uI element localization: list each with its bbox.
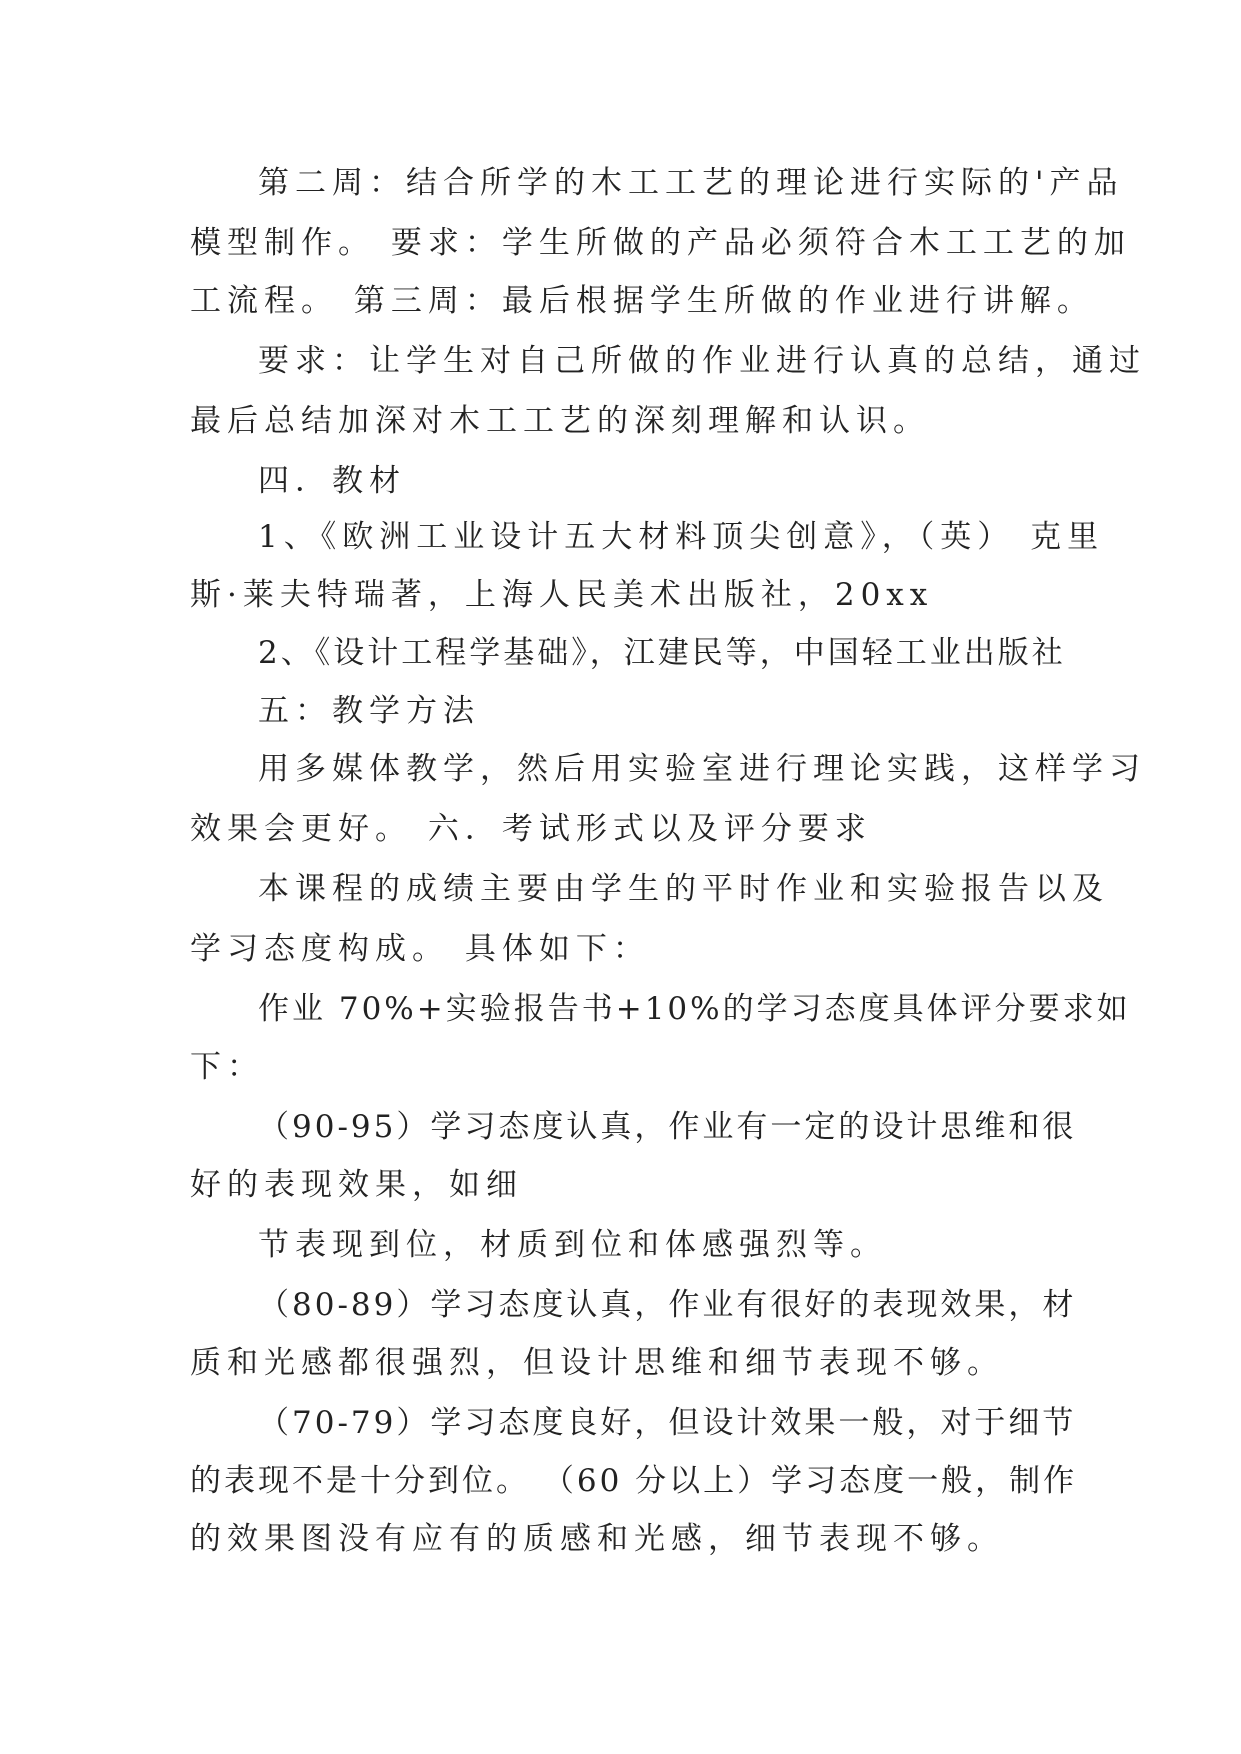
- text-line-9: 2、《设计工程学基础》，江建民等，中国轻工业出版社: [258, 635, 1066, 671]
- section-heading-textbooks: 四．教材: [258, 463, 406, 499]
- text-line-20: （80-89）学习态度认真，作业有很好的表现效果，材: [258, 1287, 1077, 1323]
- text-line-15: 作业 70%+实验报告书+10%的学习态度具体评分要求如: [258, 991, 1131, 1027]
- text-line-22: （70-79）学习态度良好，但设计效果一般，对于细节: [258, 1405, 1077, 1441]
- text-line-2: 模型制作。 要求：学生所做的产品必须符合木工工艺的加: [190, 225, 1131, 261]
- text-line-8: 斯·莱夫特瑞著，上海人民美术出版社，20xx: [190, 577, 934, 613]
- text-line-23: 的表现不是十分到位。 （60 分以上）学习态度一般，制作: [190, 1463, 1078, 1499]
- section-heading-teaching-method: 五：教学方法: [258, 693, 480, 729]
- text-line-16: 下：: [190, 1049, 264, 1085]
- text-line-12: 效果会更好。 六．考试形式以及评分要求: [190, 811, 872, 847]
- text-line-13: 本课程的成绩主要由学生的平时作业和实验报告以及: [258, 871, 1109, 907]
- text-line-3: 工流程。 第三周：最后根据学生所做的作业进行讲解。: [190, 283, 1094, 319]
- text-line-4: 要求：让学生对自己所做的作业进行认真的总结，通过: [258, 343, 1146, 379]
- text-line-21: 质和光感都很强烈，但设计思维和细节表现不够。: [190, 1345, 1004, 1381]
- text-line-5: 最后总结加深对木工工艺的深刻理解和认识。: [190, 403, 930, 439]
- text-line-17: （90-95）学习态度认真，作业有一定的设计思维和很: [258, 1109, 1077, 1145]
- text-line-11: 用多媒体教学，然后用实验室进行理论实践，这样学习: [258, 751, 1146, 787]
- text-line-14: 学习态度构成。 具体如下：: [190, 931, 650, 967]
- text-line-19: 节表现到位，材质到位和体感强烈等。: [258, 1227, 887, 1263]
- text-line-24: 的效果图没有应有的质感和光感，细节表现不够。: [190, 1521, 1004, 1557]
- text-line-1: 第二周：结合所学的木工工艺的理论进行实际的'产品: [258, 165, 1124, 201]
- text-line-18: 好的表现效果，如细: [190, 1167, 523, 1203]
- text-line-7: 1、《欧洲工业设计五大材料顶尖创意》，（英） 克里: [258, 519, 1105, 555]
